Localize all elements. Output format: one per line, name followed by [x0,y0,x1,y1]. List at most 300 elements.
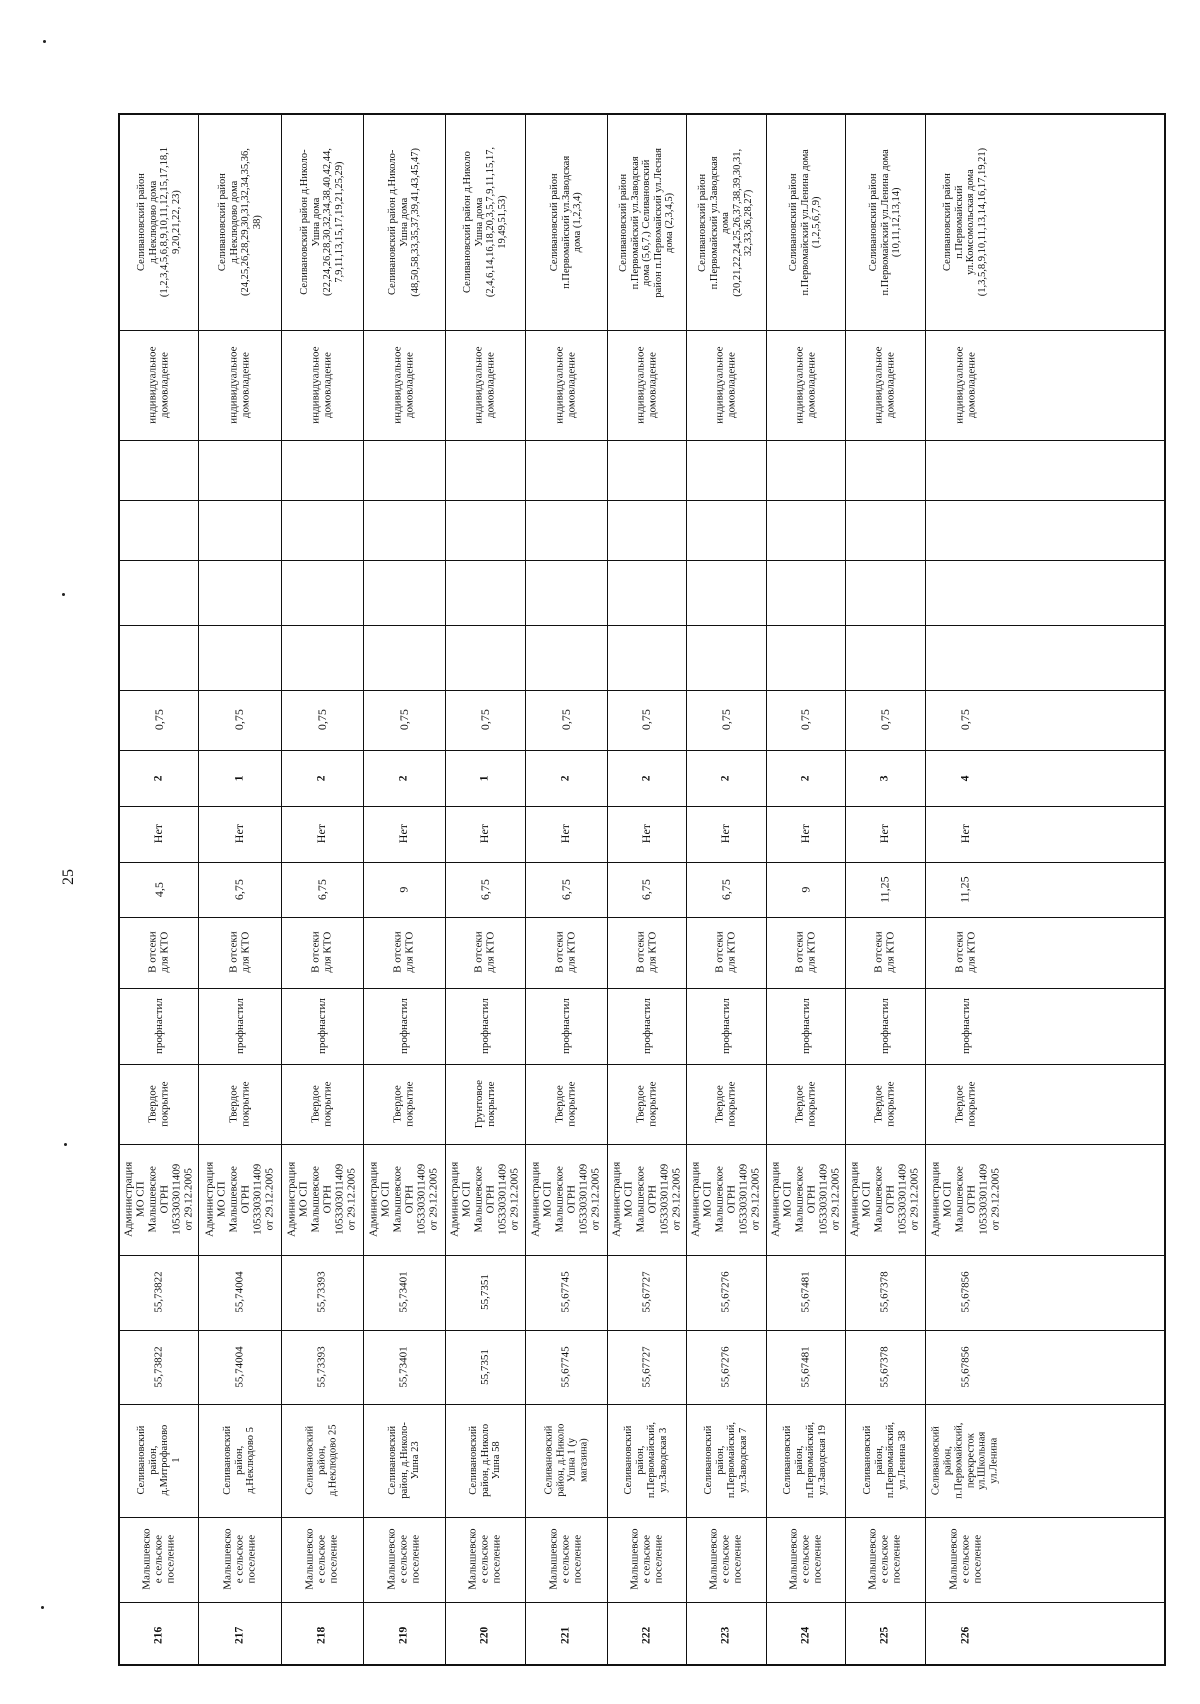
table-cell-location-address [120,1404,198,1517]
waste-sources-text: Селивановский район п.Первомайский ул.Заводская дома (1,2,3,4) [548,155,583,289]
row-number-text: 218 [315,1626,328,1644]
table-cell-settlement-name [445,1517,525,1602]
container-volume-text: 0,75 [877,709,892,731]
longitude-text: 55,67727 [640,1271,653,1314]
fence-material-text: профнастил [397,998,410,1054]
table-cell-site-area [363,862,445,917]
settlement-name-text: Малышевско е сельское поселение [466,1528,504,1591]
table-cell-placement-type [363,917,445,988]
site-area-text: 9 [396,886,411,893]
latitude-text: 55,67481 [799,1346,812,1388]
longitude-text: 55,67481 [799,1271,812,1314]
table-cell-empty-col-15 [766,560,845,625]
table-cell-longitude [363,1255,445,1330]
site-area-text: 6,75 [718,879,733,900]
waste-source-type-text: индивидуальное домовладение [146,346,171,424]
table-cell-container-volume [686,690,766,750]
table-cell-container-volume [120,690,198,750]
settlement-name-text: Малышевско е сельское поселение [303,1528,341,1591]
row-number-text: 221 [559,1626,572,1644]
table-cell-site-area [845,862,925,917]
table-cell-latitude [120,1330,198,1404]
table-cell-waste-sources [281,115,363,330]
table-cell-latitude [525,1330,607,1404]
table-cell-latitude [445,1330,525,1404]
waste-sources-text: Селивановский район п.Первомайский ул.Ленина дома (10,11,12,13,14) [867,149,902,296]
table-cell-waste-source-type [845,330,925,440]
table-cell-waste-sources [120,115,198,330]
waste-source-type-text: индивидуальное домовладение [793,346,818,424]
table-cell-separate-collection [445,806,525,862]
table-cell-container-count [766,750,845,806]
table-cell-longitude [525,1255,607,1330]
table-cell-surface-type [925,1064,1006,1144]
table-cell-container-count [445,750,525,806]
location-address-text: Селивановский район, д.Неклюдово 5 [222,1426,257,1495]
table-cell-location-address [766,1404,845,1517]
table-cell-fence-material [363,988,445,1064]
table-cell-empty-col-15 [525,560,607,625]
table-cell-container-volume [845,690,925,750]
waste-sources-text: Селивановский район д.Неклюдово дома (1,2,3,4,5,6,8,9,10,11,12,15,17,18,1 9,20,21,22, 23) [135,147,182,298]
placement-type-text: В отсеки для КТО [713,931,738,974]
table-cell-fence-material [120,988,198,1064]
location-address-text: Селивановский район, п.Первомайский, перекресток ул.Школьная ул.Ленина [930,1422,1000,1499]
table-cell-longitude [120,1255,198,1330]
longitude-text: 55,74004 [233,1271,246,1314]
surface-type-text: Твердое покрытие [793,1081,818,1127]
table-cell-placement-type [198,917,281,988]
placement-type-text: В отсеки для КТО [472,931,497,974]
container-count-text: 2 [315,775,328,781]
table-cell-empty-col-17 [281,440,363,500]
table-cell-empty-col-14 [766,625,845,690]
table-cell-fence-material [925,988,1006,1064]
table-cell-location-address [525,1404,607,1517]
table-cell-row-number [198,1602,281,1668]
fence-material-text: профнастил [478,998,491,1054]
table-cell-row-number [445,1602,525,1668]
settlement-name-text: Малышевско е сельское поселение [140,1528,178,1591]
table-cell-fence-material [198,988,281,1064]
fence-material-text: профнастил [233,998,246,1054]
table-cell-empty-col-17 [525,440,607,500]
table-cell-empty-col-15 [363,560,445,625]
table-cell-fence-material [525,988,607,1064]
latitude-text: 55,74004 [233,1346,246,1388]
placement-type-text: В отсеки для КТО [309,931,334,974]
table-cell-waste-sources [445,115,525,330]
table-cell-empty-col-16 [925,500,1006,560]
table-cell-separate-collection [686,806,766,862]
table-cell-empty-col-15 [686,560,766,625]
table-cell-empty-col-16 [525,500,607,560]
placement-type-text: В отсеки для КТО [227,931,252,974]
table-cell-row-number [281,1602,363,1668]
location-address-text: Селивановский район, д.Неклюдово 25 [304,1424,339,1497]
table-cell-empty-col-16 [120,500,198,560]
row-number-text: 220 [478,1626,491,1644]
table-cell-owner-info [120,1144,198,1255]
table-cell-row-number [925,1602,1006,1668]
table-cell-waste-sources [363,115,445,330]
table-cell-container-volume [363,690,445,750]
table-cell-placement-type [925,917,1006,988]
latitude-text: 55,7351 [478,1349,491,1385]
table-cell-latitude [766,1330,845,1404]
table-cell-owner-info [198,1144,281,1255]
table-cell-container-count [281,750,363,806]
table-cell-row-number [363,1602,445,1668]
table-cell-empty-col-16 [198,500,281,560]
table-cell-separate-collection [525,806,607,862]
separate-collection-text: Нет [558,824,573,844]
container-volume-text: 0,75 [797,709,812,731]
table-cell-settlement-name [925,1517,1006,1602]
separate-collection-text: Нет [957,824,972,844]
longitude-text: 55,7351 [478,1274,491,1311]
data-table [118,113,1166,1666]
table-cell-empty-col-14 [845,625,925,690]
table-cell-site-area [925,862,1006,917]
table-cell-settlement-name [686,1517,766,1602]
separate-collection-text: Нет [877,824,892,844]
table-cell-waste-source-type [925,330,1006,440]
waste-sources-text: Селивановский район д.Николо- Ушна дома (22,24,26,28,30,32,34,38,40,42,44, 7,9,11,13,15,17,19,21,25,29) [298,148,345,297]
table-cell-container-count [607,750,686,806]
table-cell-site-area [281,862,363,917]
table-cell-location-address [363,1404,445,1517]
table-cell-empty-col-16 [363,500,445,560]
container-count-text: 1 [478,775,491,781]
table-cell-latitude [925,1330,1006,1404]
table-cell-fence-material [607,988,686,1064]
separate-collection-text: Нет [477,824,492,844]
latitude-text: 55,67727 [640,1346,653,1388]
fence-material-text: профнастил [799,998,812,1054]
table-cell-surface-type [445,1064,525,1144]
table-cell-container-volume [525,690,607,750]
surface-type-text: Твердое покрытие [309,1081,334,1127]
table-cell-latitude [845,1330,925,1404]
table-cell-owner-info [363,1144,445,1255]
table-cell-container-volume [766,690,845,750]
table-cell-placement-type [686,917,766,988]
settlement-name-text: Малышевско е сельское поселение [628,1528,665,1591]
row-number-text: 217 [233,1626,246,1644]
container-count-text: 2 [799,775,812,781]
location-address-text: Селивановский район, п.Первомайский, ул.Заводская 19 [782,1422,829,1499]
table-cell-empty-col-14 [445,625,525,690]
table-cell-empty-col-14 [120,625,198,690]
table-cell-fence-material [281,988,363,1064]
table-cell-empty-col-15 [281,560,363,625]
table-cell-owner-info [525,1144,607,1255]
owner-info-text: Администрация МО СП Малышевское ОГРН 1053303011409 от 29.12.2005 [929,1161,1002,1238]
table-cell-surface-type [363,1064,445,1144]
table-cell-empty-col-17 [120,440,198,500]
table-cell-latitude [363,1330,445,1404]
table-cell-container-count [198,750,281,806]
waste-source-type-text: индивидуальное домовладение [553,346,578,424]
table-cell-location-address [607,1404,686,1517]
longitude-text: 55,73393 [315,1271,328,1314]
placement-type-text: В отсеки для КТО [146,931,171,974]
table-cell-settlement-name [607,1517,686,1602]
table-cell-surface-type [525,1064,607,1144]
site-area-text: 11,25 [957,876,972,903]
latitude-text: 55,67276 [719,1346,732,1388]
table-cell-empty-col-15 [445,560,525,625]
table-cell-separate-collection [845,806,925,862]
table-cell-longitude [925,1255,1006,1330]
table-cell-waste-sources [686,115,766,330]
table-cell-waste-sources [198,115,281,330]
table-cell-separate-collection [766,806,845,862]
longitude-text: 55,67745 [559,1271,572,1314]
table-cell-container-volume [445,690,525,750]
settlement-name-text: Малышевско е сельское поселение [787,1528,824,1591]
fence-material-text: профнастил [152,998,165,1054]
table-cell-separate-collection [363,806,445,862]
owner-info-text: Администрация МО СП Малышевское ОГРН 1053303011409 от 29.12.2005 [285,1161,359,1238]
separate-collection-text: Нет [314,824,329,844]
table-cell-longitude [198,1255,281,1330]
table-cell-site-area [766,862,845,917]
table-cell-settlement-name [281,1517,363,1602]
location-address-text: Селивановский район, д.Николо- Ушна 23 [386,1422,421,1499]
table-cell-waste-source-type [686,330,766,440]
table-cell-container-count [925,750,1006,806]
separate-collection-text: Нет [797,824,812,844]
fence-material-text: профнастил [559,998,572,1054]
container-volume-text: 0,75 [477,709,492,731]
scan-speck [62,593,65,596]
table-cell-owner-info [445,1144,525,1255]
site-area-text: 6,75 [558,879,573,900]
surface-type-text: Твердое покрытие [553,1081,578,1127]
table-cell-empty-col-15 [607,560,686,625]
table-cell-waste-source-type [120,330,198,440]
table-cell-owner-info [607,1144,686,1255]
table-cell-surface-type [120,1064,198,1144]
waste-sources-text: Селивановский район д.Николо Ушна дома (2,4,6,14,16,18,20,3,5,7,9,11,15,17, 19,49,51,53) [461,147,508,298]
location-address-text: Селивановский район, д.Николо Ушна 58 [467,1423,502,1497]
table-cell-empty-col-15 [925,560,1006,625]
fence-material-text: профнастил [878,998,891,1054]
location-address-text: Селивановский район, п.Первомайский, ул.Заводская 3 [623,1422,670,1499]
table-cell-separate-collection [607,806,686,862]
table-cell-longitude [445,1255,525,1330]
table-cell-empty-col-17 [686,440,766,500]
surface-type-text: Твердое покрытие [227,1081,252,1127]
table-cell-separate-collection [120,806,198,862]
table-cell-fence-material [445,988,525,1064]
fence-material-text: профнастил [640,998,653,1054]
placement-type-text: В отсеки для КТО [953,931,978,974]
table-cell-waste-source-type [445,330,525,440]
table-cell-empty-col-15 [120,560,198,625]
placement-type-text: В отсеки для КТО [391,931,416,974]
owner-info-text: Администрация МО СП Малышевское ОГРН 1053303011409 от 29.12.2005 [122,1161,196,1238]
settlement-name-text: Малышевско е сельское поселение [707,1528,745,1591]
waste-sources-text: Селивановский район п.Первомайский ул.Ленина дома (1,2,5,6,7,9) [788,149,823,296]
owner-info-text: Администрация МО СП Малышевское ОГРН 1053303011409 от 29.12.2005 [689,1161,763,1238]
table-cell-surface-type [766,1064,845,1144]
table-cell-empty-col-17 [198,440,281,500]
table-cell-container-count [120,750,198,806]
table-cell-empty-col-16 [281,500,363,560]
table-cell-owner-info [925,1144,1006,1255]
waste-source-type-text: индивидуальное домовладение [634,346,659,424]
table-cell-placement-type [525,917,607,988]
owner-info-text: Администрация МО СП Малышевское ОГРН 1053303011409 от 29.12.2005 [448,1161,522,1238]
table-cell-latitude [607,1330,686,1404]
page-number [58,862,80,892]
table-cell-empty-col-14 [198,625,281,690]
separate-collection-text: Нет [231,824,246,844]
longitude-text: 55,67276 [719,1271,732,1314]
fence-material-text: профнастил [719,998,732,1054]
table-cell-placement-type [445,917,525,988]
table-cell-container-count [525,750,607,806]
longitude-text: 55,67856 [959,1271,972,1314]
table-cell-empty-col-14 [686,625,766,690]
table-cell-location-address [281,1404,363,1517]
row-number-text: 219 [397,1626,410,1644]
latitude-text: 55,73393 [315,1346,328,1388]
container-volume-text: 0,75 [558,709,573,731]
table-cell-site-area [607,862,686,917]
table-cell-placement-type [845,917,925,988]
table-cell-empty-col-17 [363,440,445,500]
table-cell-owner-info [686,1144,766,1255]
site-area-text: 6,75 [231,879,246,900]
table-cell-waste-source-type [281,330,363,440]
table-cell-longitude [766,1255,845,1330]
table-cell-empty-col-16 [686,500,766,560]
table-cell-site-area [445,862,525,917]
site-area-text: 11,25 [877,876,892,903]
surface-type-text: Твердое покрытие [953,1081,978,1127]
surface-type-text: Твердое покрытие [391,1081,416,1127]
waste-sources-text: Селивановский район п.Первомайский ул.Заводская дома (5,6,7,) Селивановский район п.Первомайский ул.Лесная дома (2,3,4,5) [617,147,675,298]
longitude-text: 55,73401 [397,1271,410,1314]
table-cell-longitude [607,1255,686,1330]
table-cell-site-area [120,862,198,917]
table-cell-waste-sources [766,115,845,330]
table-cell-settlement-name [120,1517,198,1602]
table-cell-empty-col-16 [845,500,925,560]
table-cell-owner-info [281,1144,363,1255]
owner-info-text: Администрация МО СП Малышевское ОГРН 1053303011409 от 29.12.2005 [367,1161,441,1238]
longitude-text: 55,73822 [152,1271,165,1314]
waste-source-type-text: индивидуальное домовладение [713,346,738,424]
table-cell-fence-material [766,988,845,1064]
container-count-text: 2 [640,775,653,781]
table-cell-waste-sources [925,115,1006,330]
table-cell-site-area [525,862,607,917]
table-cell-empty-col-15 [198,560,281,625]
table-cell-waste-source-type [363,330,445,440]
row-number-text: 224 [799,1626,812,1644]
row-number-text: 223 [719,1626,732,1644]
table-cell-latitude [686,1330,766,1404]
surface-type-text: Твердое покрытие [872,1081,897,1127]
table-cell-location-address [198,1404,281,1517]
table-cell-empty-col-17 [845,440,925,500]
owner-info-text: Администрация МО СП Малышевское ОГРН 1053303011409 от 29.12.2005 [203,1161,276,1238]
scan-speck [43,40,46,43]
table-cell-empty-col-14 [607,625,686,690]
table-cell-fence-material [686,988,766,1064]
table-cell-site-area [686,862,766,917]
table-cell-empty-col-16 [445,500,525,560]
waste-source-type-text: индивидуальное домовладение [472,346,497,424]
latitude-text: 55,67856 [959,1346,972,1388]
settlement-name-text: Малышевско е сельское поселение [385,1528,423,1591]
settlement-name-text: Малышевско е сельское поселение [866,1528,904,1591]
table-cell-surface-type [845,1064,925,1144]
site-area-text: 6,75 [638,879,653,900]
placement-type-text: В отсеки для КТО [872,931,897,974]
container-volume-text: 0,75 [231,709,246,731]
table-cell-settlement-name [766,1517,845,1602]
container-volume-text: 0,75 [638,709,653,731]
table-cell-latitude [198,1330,281,1404]
latitude-text: 55,67378 [878,1346,891,1388]
separate-collection-text: Нет [638,824,653,844]
container-count-text: 2 [719,775,732,781]
scan-speck [64,1143,67,1146]
table-cell-surface-type [607,1064,686,1144]
table-cell-waste-source-type [525,330,607,440]
owner-info-text: Администрация МО СП Малышевское ОГРН 1053303011409 от 29.12.2005 [610,1161,683,1238]
table-cell-longitude [281,1255,363,1330]
table-cell-container-count [363,750,445,806]
table-cell-longitude [686,1255,766,1330]
table-cell-placement-type [120,917,198,988]
table-cell-surface-type [686,1064,766,1144]
table-cell-empty-col-14 [363,625,445,690]
location-address-text: Селивановский район, п.Первомайский, ул.Заводская 7 [702,1422,749,1499]
table-cell-container-count [686,750,766,806]
table-cell-fence-material [845,988,925,1064]
table-cell-location-address [686,1404,766,1517]
container-count-text: 1 [233,775,246,781]
row-number-text: 226 [959,1626,972,1644]
surface-type-text: Твердое покрытие [146,1081,171,1127]
table-cell-waste-sources [525,115,607,330]
location-address-text: Селивановский район, п.Первомайский, ул.Ленина 38 [861,1422,908,1499]
container-count-text: 2 [152,775,165,781]
settlement-name-text: Малышевско е сельское поселение [221,1528,258,1591]
container-volume-text: 0,75 [314,709,329,731]
latitude-text: 55,73401 [397,1346,410,1388]
table-cell-container-count [845,750,925,806]
waste-source-type-text: индивидуальное домовладение [391,346,416,424]
waste-source-type-text: индивидуальное домовладение [872,346,897,424]
table-cell-empty-col-17 [766,440,845,500]
table-cell-location-address [445,1404,525,1517]
container-volume-text: 0,75 [151,709,166,731]
latitude-text: 55,67745 [559,1346,572,1388]
settlement-name-text: Малышевско е сельское поселение [547,1528,585,1591]
scan-speck [41,1606,44,1609]
site-area-text: 6,75 [477,879,492,900]
table-cell-waste-source-type [607,330,686,440]
table-cell-container-volume [925,690,1006,750]
